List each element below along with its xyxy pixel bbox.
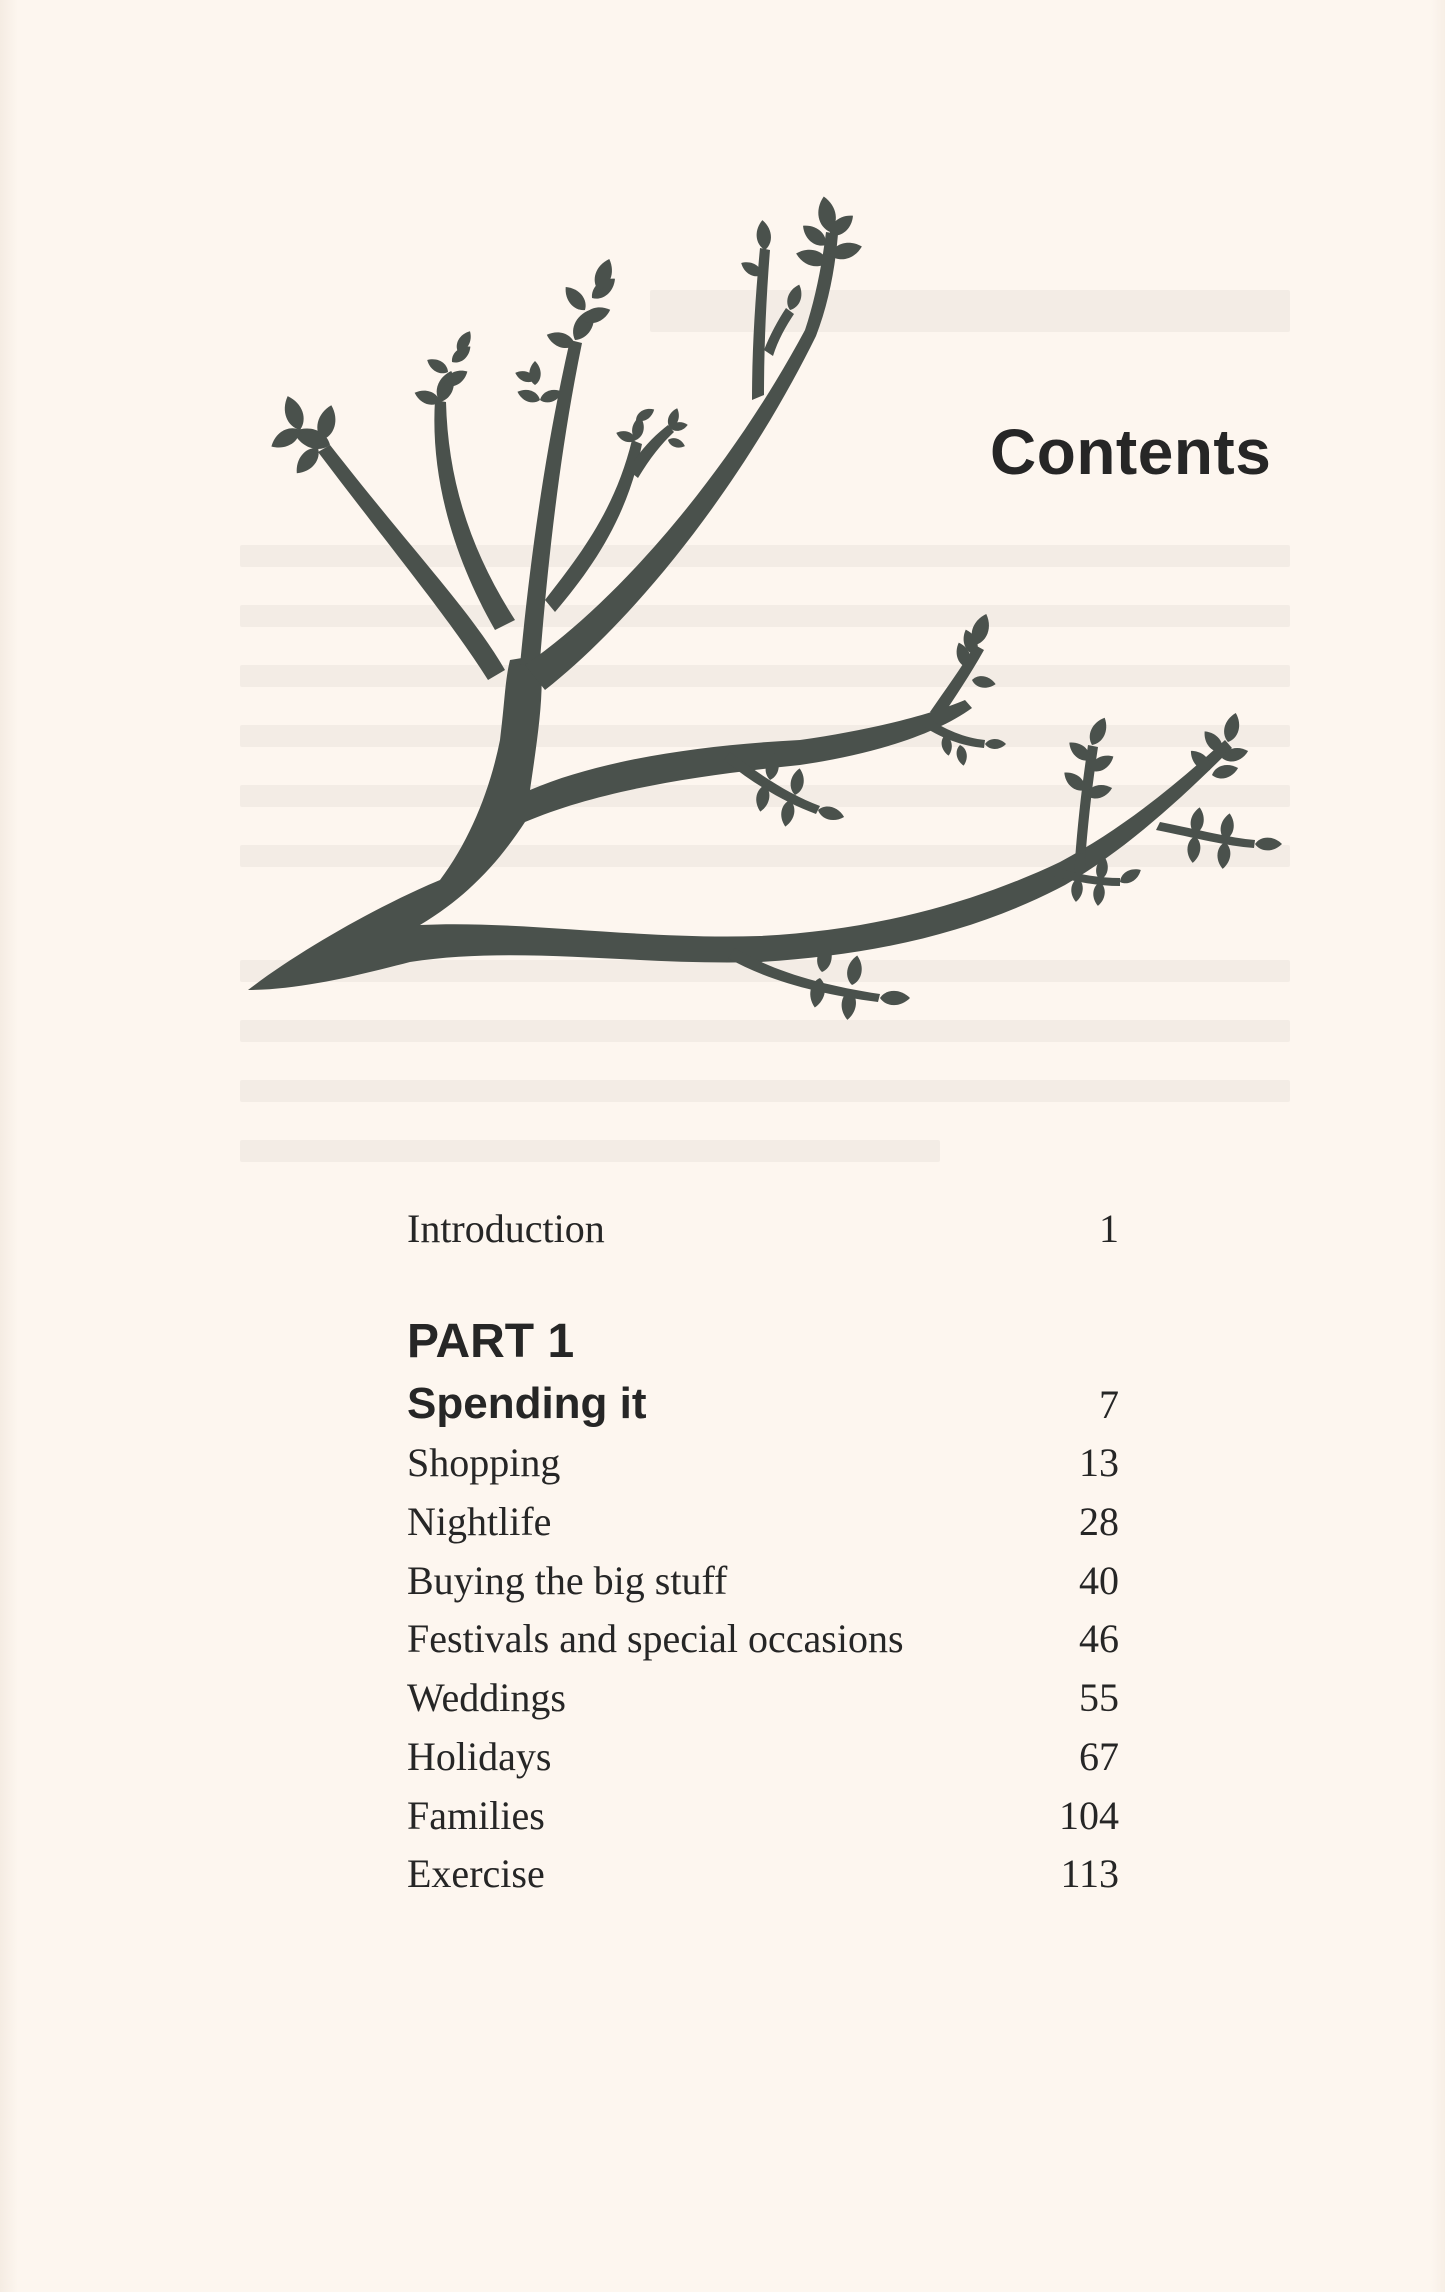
toc-entry-label: Holidays — [407, 1734, 552, 1779]
toc-entry-page: 46 — [1079, 1616, 1119, 1661]
toc-entry-exercise[interactable] — [407, 1845, 1119, 1903]
toc-entry-page: 55 — [1079, 1675, 1119, 1720]
toc-part-heading — [407, 1313, 1119, 1371]
toc-entry-label: Families — [407, 1793, 545, 1838]
toc-entry-page: 40 — [1079, 1558, 1119, 1603]
toc-entry-nightlife[interactable] — [407, 1493, 1119, 1551]
twig — [920, 716, 985, 748]
branch — [764, 308, 794, 356]
toc-entry-page: 28 — [1079, 1499, 1119, 1544]
branch — [520, 340, 582, 665]
toc-entry-families[interactable] — [407, 1787, 1119, 1845]
bleed-through-text — [240, 1140, 940, 1162]
toc-entry-label: Weddings — [407, 1675, 566, 1720]
toc-entry-page: 113 — [1060, 1851, 1119, 1896]
toc-entry-festivals[interactable] — [407, 1610, 1119, 1668]
toc-entry-label: Buying the big stuff — [407, 1558, 728, 1603]
page-title: Contents — [990, 416, 1272, 488]
toc-entry-label: Shopping — [407, 1440, 561, 1485]
toc-entry-page: 67 — [1079, 1734, 1119, 1779]
toc-entry-holidays[interactable] — [407, 1728, 1119, 1786]
toc-entry-page: 104 — [1059, 1793, 1119, 1838]
toc-entry-weddings[interactable] — [407, 1669, 1119, 1727]
toc-entry-page: 13 — [1079, 1440, 1119, 1485]
tree-branch-illustration — [0, 0, 1445, 1100]
toc-entry-label: Nightlife — [407, 1499, 552, 1544]
toc-entry-page: 1 — [1099, 1206, 1119, 1251]
toc-entry-spending-it[interactable] — [407, 1375, 1119, 1433]
twig — [1156, 822, 1255, 848]
toc-entry-page: 7 — [1099, 1382, 1119, 1427]
toc-entry-label: Exercise — [407, 1851, 545, 1896]
toc-entry-buying-the-big-stuff[interactable] — [407, 1552, 1119, 1610]
toc-entry-label: Festivals and special occasions — [407, 1616, 904, 1661]
part-title: Spending it — [407, 1379, 647, 1428]
toc-entry-introduction[interactable] — [407, 1200, 1119, 1258]
toc-entry-shopping[interactable] — [407, 1434, 1119, 1492]
part-label: PART 1 — [407, 1315, 575, 1368]
toc-entry-label: Introduction — [407, 1206, 605, 1251]
